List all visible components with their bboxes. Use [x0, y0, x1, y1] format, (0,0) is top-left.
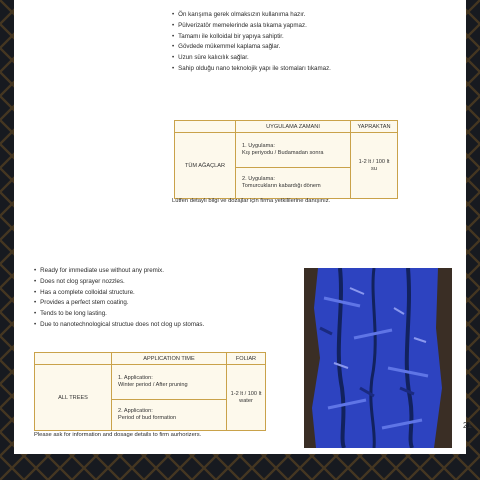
application-1-detail: Kış periyodu / Budamadan sonra	[242, 150, 324, 156]
list-item: • Gövdede mükemmel kaplama sağlar.	[172, 42, 331, 53]
application-1-title: 1. Application:	[118, 375, 153, 381]
dose-line-2: water	[239, 397, 253, 404]
dose-line-1: 1-2 lt / 100 lt	[358, 158, 390, 165]
application-1-detail: Winter period / After pruning	[118, 382, 188, 388]
application-2-title: 2. Application:	[118, 408, 153, 414]
english-application-table	[34, 352, 266, 431]
table-header-empty	[35, 353, 112, 365]
tree-bark-photo	[304, 268, 452, 448]
application-2-title: 2. Uygulama:	[242, 176, 275, 182]
table-cell-application-2	[112, 400, 227, 431]
list-item: • Ön karışıma gerek olmaksızın kullanıma hazır.	[172, 10, 331, 21]
list-item: • Due to nanotechnological structue does not clog up stomas.	[34, 320, 204, 331]
dose-line-1: 1-2 lt / 100 lt	[230, 390, 262, 397]
table-cell-dose	[351, 133, 398, 199]
application-2-detail: Period of bud formation	[118, 415, 177, 421]
document-page	[14, 0, 472, 454]
page-number: 21	[463, 421, 472, 430]
turkish-application-table	[174, 120, 398, 199]
dose-line-2: su	[371, 165, 377, 172]
table-row-label: TÜM AĞAÇLAR	[175, 133, 236, 199]
list-item: • Tamamı ile kolloidal bir yapıya sahiptir.	[172, 32, 331, 43]
application-1-title: 1. Uygulama:	[242, 143, 275, 149]
english-note: Please ask for information and dosage details to firm aurhorizers.	[34, 432, 202, 438]
table-row-label: ALL TREES	[35, 365, 112, 431]
table-header-row	[175, 121, 398, 133]
table-header-folia: YAPRAKTAN	[351, 121, 398, 133]
application-2-detail: Tomurcukların kabardığı dönem	[242, 183, 321, 189]
list-item: • Provides a perfect stem coating.	[34, 298, 204, 309]
table-cell-application-2	[236, 168, 351, 199]
list-item: • Pülverizatör memelerinde asla tıkama yapmaz.	[172, 21, 331, 32]
table-header-time: UYGULAMA ZAMANI	[236, 121, 351, 133]
table-header-folia: FOLIAR	[227, 353, 266, 365]
english-feature-list	[34, 266, 204, 331]
table-row	[35, 365, 266, 400]
table-row	[175, 133, 398, 168]
turkish-feature-list	[172, 10, 331, 75]
list-item: • Has a complete colloidal structure.	[34, 288, 204, 299]
table-header-time: APPLICATION TIME	[112, 353, 227, 365]
list-item: • Sahip olduğu nano teknolojik yapı ile stomaları tıkamaz.	[172, 64, 331, 75]
list-item: • Does not clog sprayer nozzles.	[34, 277, 204, 288]
turkish-note: Lütfen detaylı bilgi ve dozajlar için firma yetkililerine danışınız.	[172, 198, 331, 204]
table-cell-dose	[227, 365, 266, 431]
list-item: • Tends to be long lasting.	[34, 309, 204, 320]
table-header-row	[35, 353, 266, 365]
list-item: • Ready for immediate use without any premix.	[34, 266, 204, 277]
list-item: • Uzun süre kalıcılık sağlar.	[172, 53, 331, 64]
bark-texture-graphic	[304, 268, 452, 448]
table-cell-application-1	[236, 133, 351, 168]
table-cell-application-1	[112, 365, 227, 400]
table-header-empty	[175, 121, 236, 133]
